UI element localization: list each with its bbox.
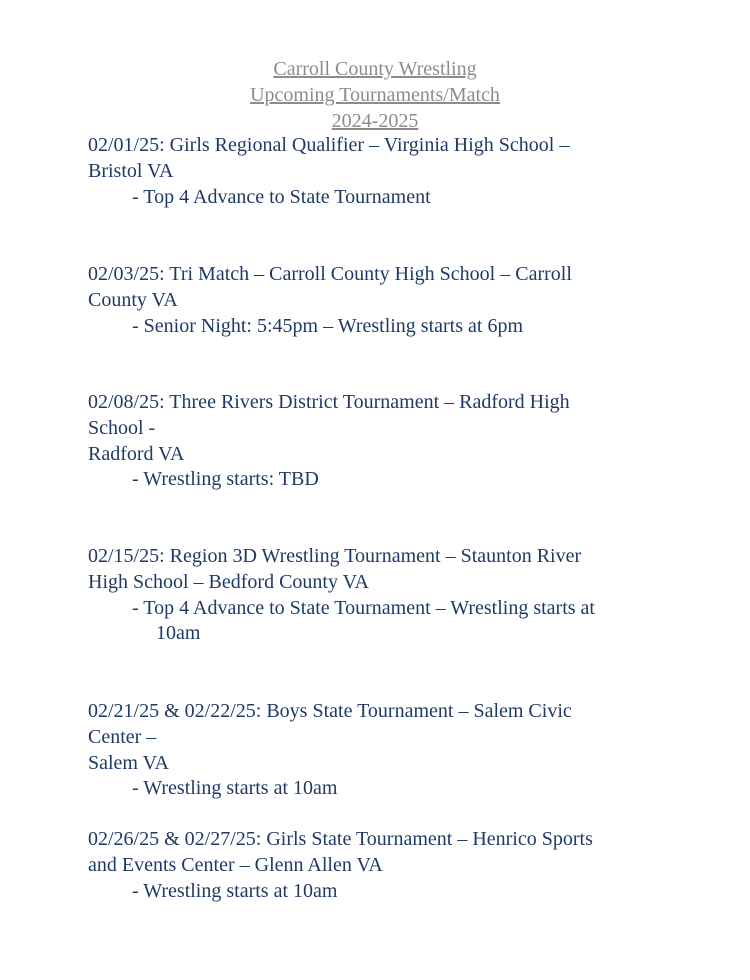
event-heading: 02/01/25: Girls Regional Qualifier – Virginia High School – xyxy=(88,134,570,156)
event-heading-cont: County VA xyxy=(88,288,178,311)
event-detail: - Senior Night: 5:45pm – Wrestling starts at 6pm xyxy=(132,314,524,337)
event-district-tournament xyxy=(88,390,658,493)
event-region-tournament xyxy=(88,544,658,647)
event-heading: 02/03/25: Tri Match – Carroll County High School – Carroll xyxy=(88,263,572,285)
event-detail: - Top 4 Advance to State Tournament – Wrestling starts at xyxy=(132,596,595,619)
event-heading: 02/08/25: Three Rivers District Tournament – Radford High xyxy=(88,391,570,413)
event-girls-regional-qualifier xyxy=(88,133,658,210)
event-heading-cont: and Events Center – Glenn Allen VA xyxy=(88,853,383,876)
event-detail: - Top 4 Advance to State Tournament xyxy=(132,185,431,208)
event-heading-cont: Center – xyxy=(88,725,157,748)
event-location: Radford VA xyxy=(88,442,185,465)
document-subtitle: Upcoming Tournaments/Match xyxy=(250,84,500,106)
document-title: Carroll County Wrestling xyxy=(273,58,477,80)
document-header xyxy=(0,56,750,134)
event-detail: - Wrestling starts: TBD xyxy=(132,468,319,491)
event-heading-cont: Bristol VA xyxy=(88,159,174,182)
season-label: 2024-2025 xyxy=(331,110,419,132)
event-heading: 02/21/25 & 02/22/25: Boys State Tournament – Salem Civic xyxy=(88,700,572,722)
event-location: Salem VA xyxy=(88,751,169,774)
event-heading-cont: High School – Bedford County VA xyxy=(88,570,369,593)
event-heading: 02/26/25 & 02/27/25: Girls State Tournament – Henrico Sports xyxy=(88,828,593,850)
event-heading-cont: School - xyxy=(88,416,156,439)
event-detail: - Wrestling starts at 10am xyxy=(132,879,338,902)
event-detail: - Wrestling starts at 10am xyxy=(132,777,338,800)
event-boys-state-tournament xyxy=(88,699,658,802)
event-heading: 02/15/25: Region 3D Wrestling Tournament – Staunton River xyxy=(88,545,582,567)
event-tri-match xyxy=(88,262,658,339)
event-detail-cont: 10am xyxy=(156,622,201,645)
event-girls-state-tournament xyxy=(88,827,658,904)
